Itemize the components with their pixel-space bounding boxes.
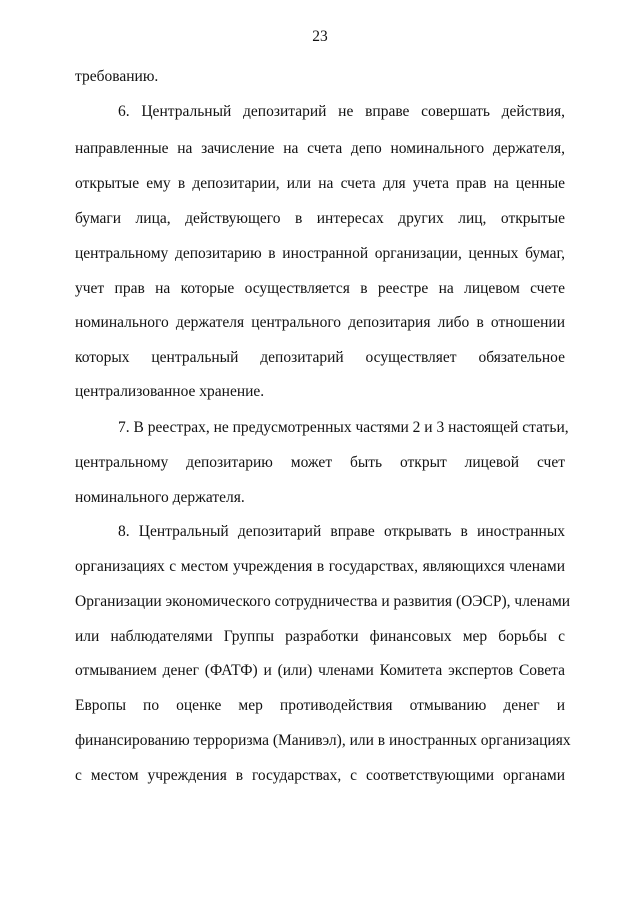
paragraph-6-line: централизованное хранение. bbox=[75, 383, 265, 400]
paragraph-8-line: отмыванием денег (ФАТФ) и (или) членами Комитета экспертов Совета bbox=[75, 662, 565, 679]
page-number: 23 bbox=[312, 28, 328, 45]
paragraph-6-line: бумаги лица, действующего в интересах других лиц, открытые bbox=[75, 210, 565, 227]
paragraph-8-line: или наблюдателями Группы разработки финансовых мер борьбы с bbox=[75, 628, 565, 645]
paragraph-8-line: Организации экономического сотрудничества и развития (ОЭСР), членами bbox=[75, 593, 571, 610]
paragraph-line: требованию. bbox=[75, 68, 159, 85]
paragraph-6-line: которых центральный депозитарий осуществляет обязательное bbox=[75, 349, 565, 366]
paragraph-6-line: центральному депозитарию в иностранной организации, ценных бумаг, bbox=[75, 245, 565, 262]
paragraph-7-line: 7. В реестрах, не предусмотренных частями 2 и 3 настоящей статьи, bbox=[118, 419, 569, 436]
paragraph-6-line: учет прав на которые осуществляется в реестре на лицевом счете bbox=[75, 280, 565, 297]
paragraph-7-line: номинального держателя. bbox=[75, 489, 245, 506]
paragraph-8-line: с местом учреждения в государствах, с соответствующими органами bbox=[75, 767, 565, 784]
paragraph-8-line: финансированию терроризма (Манивэл), или в иностранных организациях bbox=[75, 732, 571, 749]
paragraph-6-line: направленные на зачисление на счета депо номинального держателя, bbox=[75, 140, 565, 157]
paragraph-8-line: 8. Центральный депозитарий вправе открывать в иностранных bbox=[118, 523, 565, 540]
paragraph-7-line: центральному депозитарию может быть открыт лицевой счет bbox=[75, 454, 565, 471]
paragraph-8-line: Европы по оценке мер противодействия отмыванию денег и bbox=[75, 697, 565, 714]
paragraph-6-line: 6. Центральный депозитарий не вправе совершать действия, bbox=[118, 103, 565, 120]
paragraph-6-line: номинального держателя центрального депозитария либо в отношении bbox=[75, 314, 565, 331]
paragraph-8-line: организациях с местом учреждения в государствах, являющихся членами bbox=[75, 558, 565, 575]
paragraph-6-line: открытые ему в депозитарии, или на счета для учета прав на ценные bbox=[75, 175, 565, 192]
